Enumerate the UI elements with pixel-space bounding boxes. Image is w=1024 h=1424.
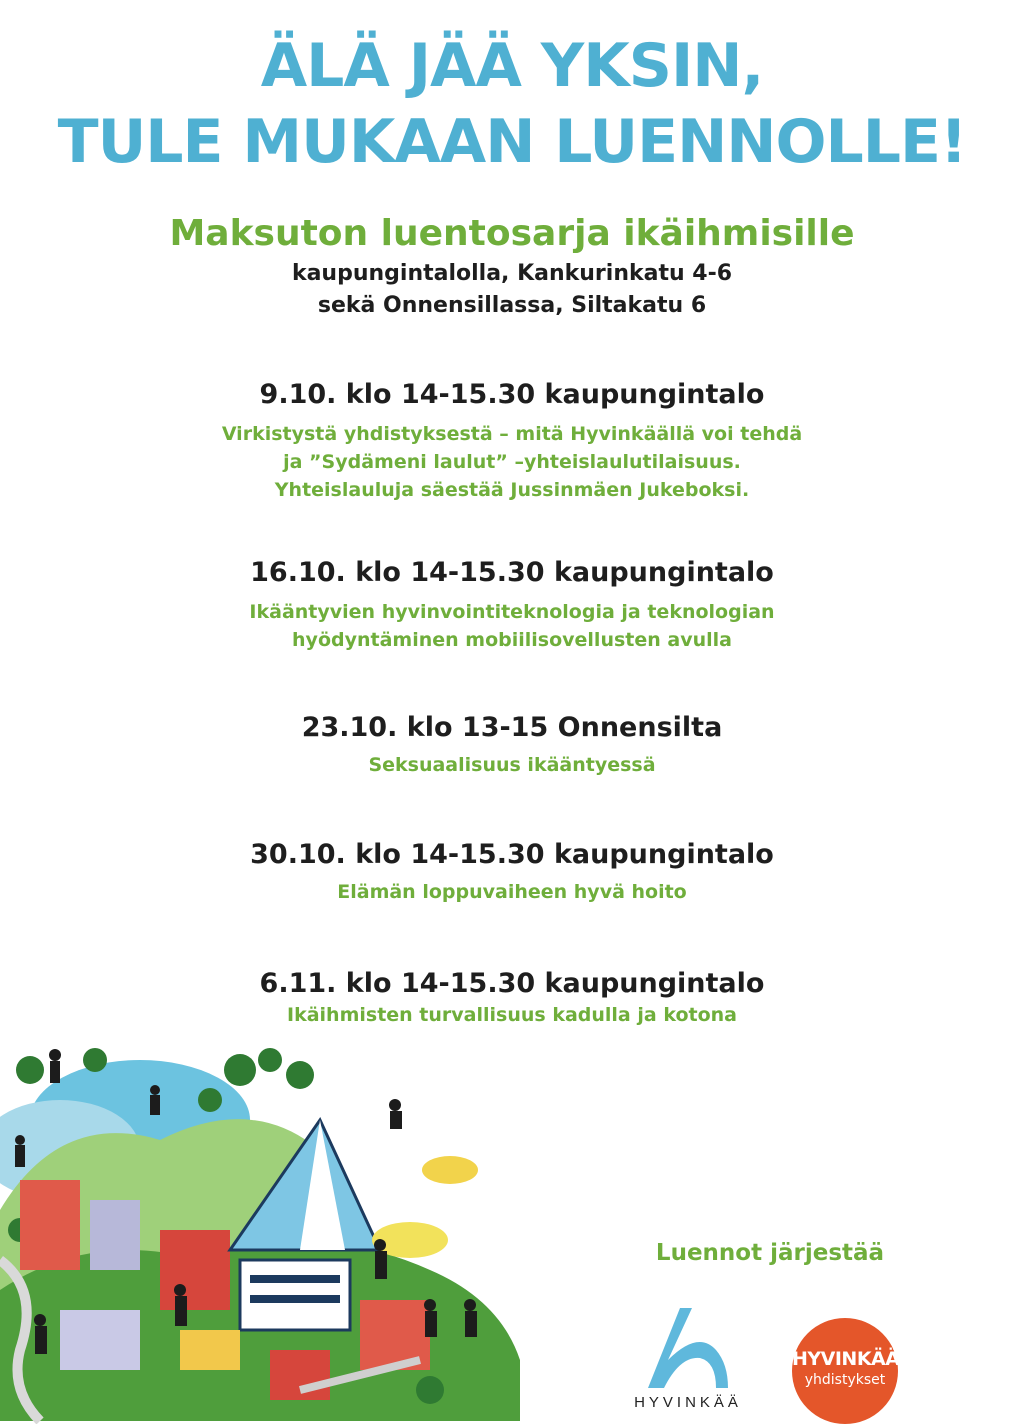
event-date: 16.10. klo 14-15.30 kaupungintalo [250, 557, 774, 588]
yhdistykset-logo-sub: yhdistykset [804, 1372, 886, 1388]
headline-line-1: ÄLÄ JÄÄ YKSIN, [260, 31, 764, 101]
event-desc-line: hyödyntäminen mobiilisovellusten avulla [292, 629, 732, 651]
event-desc-line: Ikääntyvien hyvinvointiteknologia ja teknologian [249, 601, 775, 623]
city-illustration [0, 1030, 560, 1421]
event-desc-line: Elämän loppuvaiheen hyvä hoito [337, 881, 687, 903]
event-desc-line: Yhteislauluja säestää Jussinmäen Jukeboksi. [274, 479, 750, 501]
venue-info [0, 258, 1024, 322]
event-4 [0, 838, 1024, 906]
headline-line-2: TULE MUKAAN LUENNOLLE! [57, 107, 967, 177]
event-1 [0, 378, 1024, 504]
yhdistykset-logo [792, 1318, 915, 1424]
event-desc-line: Ikäihmisten turvallisuus kadulla ja kotona [287, 1004, 737, 1026]
event-3 [0, 711, 1024, 779]
organizer-label: Luennot järjestää [655, 1240, 885, 1266]
event-date: 9.10. klo 14-15.30 kaupungintalo [259, 379, 765, 410]
event-date: 23.10. klo 13-15 Onnensilta [301, 712, 723, 743]
hyvinkaa-logo-text: HYVINKÄÄ [634, 1394, 742, 1411]
yhdistykset-logo-title: HYVINKÄÄN [792, 1348, 915, 1370]
event-date: 30.10. klo 14-15.30 kaupungintalo [250, 839, 774, 870]
event-desc-line: Seksuaalisuus ikääntyessä [368, 754, 656, 776]
venue-line-2: sekä Onnensillassa, Siltakatu 6 [317, 293, 707, 318]
event-5 [0, 967, 1024, 1029]
hyvinkaa-logo-icon [628, 1300, 748, 1392]
venue-line-1: kaupungintalolla, Kankurinkatu 4-6 [291, 261, 733, 286]
event-2 [0, 556, 1024, 654]
event-date: 6.11. klo 14-15.30 kaupungintalo [259, 968, 765, 999]
headline [0, 28, 1024, 180]
event-desc-line: Virkistystä yhdistyksestä – mitä Hyvinkäällä voi tehdä [221, 423, 803, 445]
event-desc-line: ja ”Sydämeni laulut” –yhteislaulutilaisuus. [283, 451, 741, 473]
subtitle: Maksuton luentosarja ikäihmisille [169, 213, 855, 254]
